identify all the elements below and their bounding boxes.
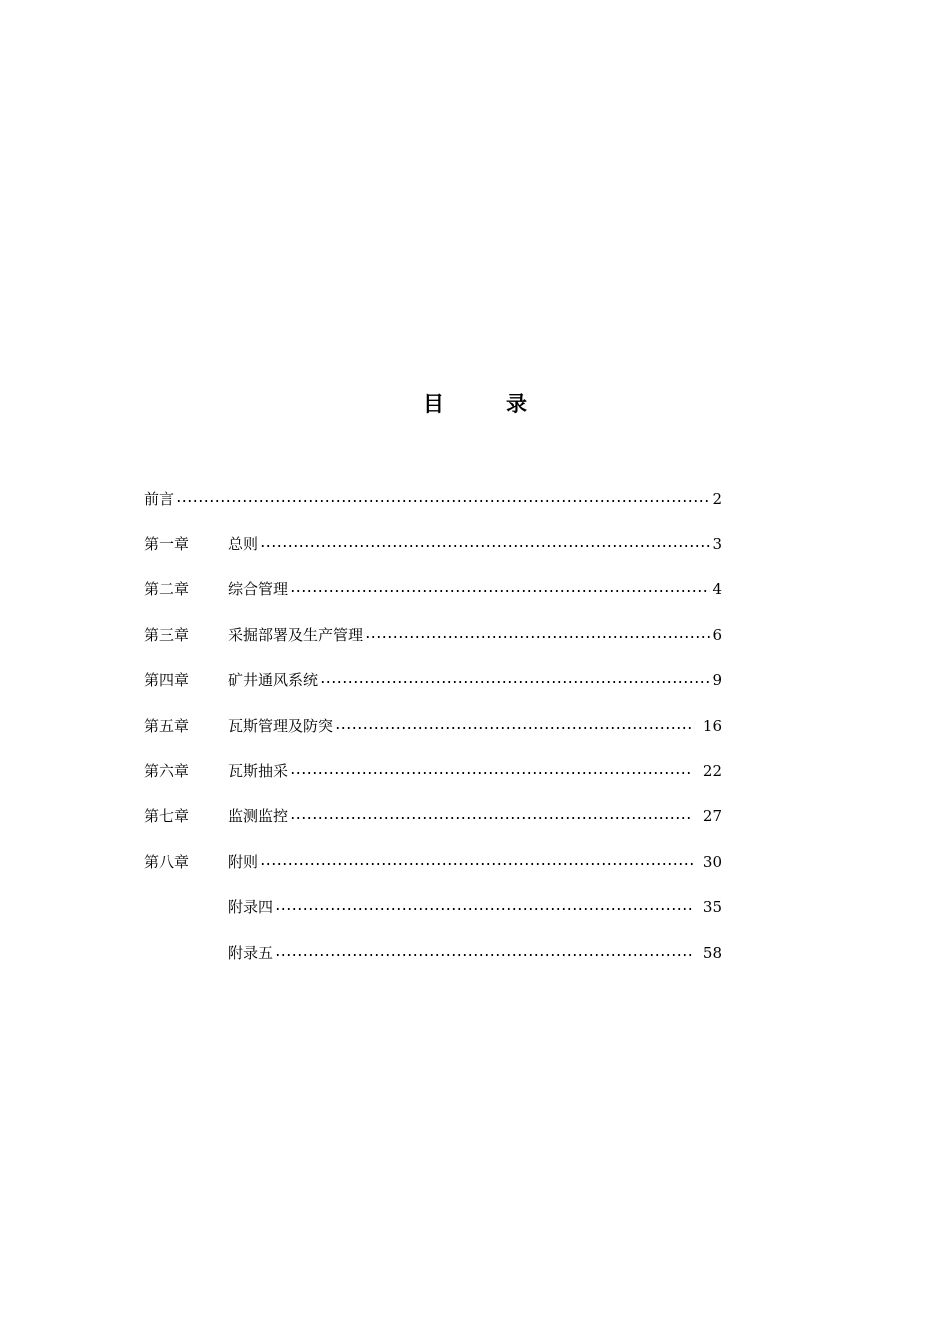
toc-entry-page: 22: [702, 762, 722, 781]
toc-entry-chapter-1[interactable]: [144, 521, 722, 566]
toc-entry-appendix-5[interactable]: [144, 930, 722, 975]
toc-entry-title: 采掘部署及生产管理: [228, 625, 364, 644]
toc-entry-page: 27: [702, 807, 722, 826]
toc-entry-title: 瓦斯抽采: [228, 762, 289, 781]
toc-entry-title: 矿井通风系统: [228, 671, 319, 690]
toc-entry-chapter: 第三章: [144, 625, 190, 644]
toc-entry-chapter: 第四章: [144, 671, 190, 690]
dot-leader: [335, 727, 693, 729]
toc-entry-chapter-8[interactable]: [144, 839, 722, 884]
toc-entry-chapter: 第五章: [144, 716, 190, 735]
dot-leader: [275, 908, 693, 910]
toc-entry-title: 监测监控: [228, 807, 289, 826]
toc-entry-chapter-6[interactable]: [144, 748, 722, 793]
toc-entry-title: 附录四: [228, 898, 274, 917]
toc-title-char-2: 录: [506, 392, 527, 416]
toc-entry-chapter: 第七章: [144, 807, 190, 826]
toc-entry-chapter-5[interactable]: [144, 703, 722, 748]
toc-entry-title: 总则: [228, 535, 259, 554]
toc-entry-chapter: 第六章: [144, 762, 190, 781]
toc-entry-page: 16: [702, 716, 722, 735]
dot-leader: [290, 817, 693, 819]
toc-entry-title: 瓦斯管理及防突: [228, 716, 334, 735]
toc-entry-chapter-2[interactable]: [144, 567, 722, 612]
table-of-contents: [144, 476, 722, 975]
toc-entry-page: 6: [712, 625, 722, 644]
toc-entry-page: 30: [702, 852, 722, 871]
toc-entry-title: 附则: [228, 852, 259, 871]
toc-entry-chapter: 第八章: [144, 852, 190, 871]
toc-entry-page: 3: [712, 535, 722, 554]
toc-entry-page: 9: [712, 671, 722, 690]
dot-leader: [260, 863, 693, 865]
toc-entry-chapter-4[interactable]: [144, 658, 722, 703]
toc-entry-chapter-3[interactable]: [144, 612, 722, 657]
toc-entry-appendix-4[interactable]: [144, 885, 722, 930]
toc-entry-preface[interactable]: [144, 476, 722, 521]
dot-leader: [260, 545, 710, 547]
dot-leader: [275, 954, 693, 956]
toc-entry-page: 4: [712, 580, 722, 599]
toc-entry-title: 综合管理: [228, 580, 289, 599]
toc-entry-title: 附录五: [228, 943, 274, 962]
dot-leader: [320, 681, 710, 683]
toc-entry-page: 58: [702, 943, 722, 962]
toc-entry-chapter: 第一章: [144, 535, 190, 554]
toc-entry-chapter: 第二章: [144, 580, 190, 599]
toc-entry-page: 2: [712, 489, 722, 508]
toc-entry-page: 35: [702, 898, 722, 917]
dot-leader: [365, 636, 710, 638]
toc-entry-title: 前言: [144, 489, 175, 508]
toc-title-char-1: 目: [423, 392, 444, 416]
dot-leader: [290, 772, 693, 774]
toc-title: [0, 388, 950, 420]
dot-leader: [290, 590, 710, 592]
toc-entry-chapter-7[interactable]: [144, 794, 722, 839]
dot-leader: [176, 500, 710, 502]
